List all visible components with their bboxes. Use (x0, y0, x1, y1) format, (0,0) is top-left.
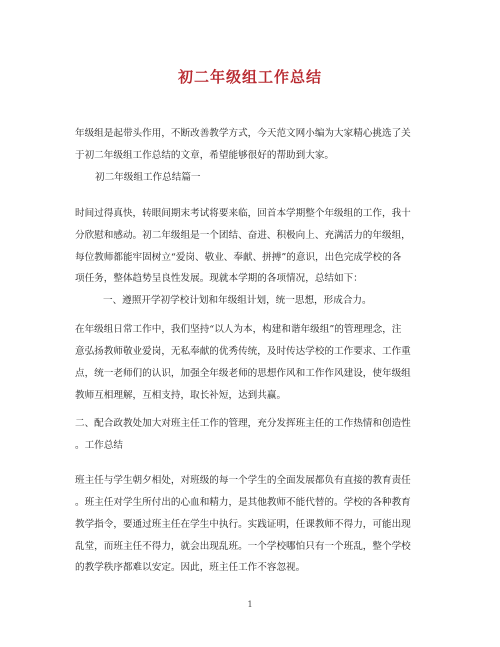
point2-line-1: 二、配合政教处加大对班主任工作的管理，充分发挥班主任的工作热情和创造性 (75, 418, 411, 429)
para3-line-4: 乱堂，而班主任不得力，就会出现乱班。一个学校哪怕只有一个班乱，整个学校 (75, 541, 411, 552)
document-title: 初二年级组工作总结 (177, 68, 322, 86)
para1-line-1: 时间过得真快，转眼间期末考试将要来临，回首本学期整个年级组的工作，我十 (75, 208, 411, 219)
para3-line-1: 班主任与学生朝夕相处，对班级的每一个学生的全面发展都负有直接的教育责任 (75, 475, 411, 486)
para2-line-4: 教师互相理解，互相支持，取长补短，达到共赢。 (75, 390, 287, 401)
para3-line-5: 的教学秩序都难以安定。因此，班主任工作不容忽视。 (75, 562, 306, 573)
para2-line-2: 意弘扬教师敬业爱岗，无私奉献的优秀传统，及时传达学校的工作要求、工作重 (75, 346, 411, 357)
intro-line-2: 于初二年级组工作总结的文章，希望能够很好的帮助到大家。 (75, 150, 335, 161)
para1-line-4: 项任务，整体趋势呈良性发展。现就本学期的各项情况，总结如下： (75, 273, 363, 284)
para1-line-2: 分欣慰和感动。初二年级组是一个团结、奋进、积极向上、充满活力的年级组， (75, 230, 411, 241)
point1-heading: 一、遵照开学初学校计划和年级组计划，统一思想，形成合力。 (103, 295, 372, 306)
section-heading: 初二年级组工作总结篇一 (95, 172, 201, 183)
para2-line-3: 点，统一老师们的认识，加强全年级老师的思想作风和工作作风建设，使年级组 (75, 368, 411, 379)
para3-line-2: 。班主任对学生所付出的心血和精力，是其他教师不能代替的。学校的各种教育 (75, 497, 411, 508)
point2-line-2: 。工作总结 (75, 440, 123, 451)
page-number: 1 (247, 600, 253, 609)
para3-line-3: 教学指令，要通过班主任在学生中执行。实践证明，任课教师不得力，可能出现 (75, 519, 411, 530)
intro-line-1: 年级组是起带头作用，不断改善教学方式，今天范文网小编为大家精心挑选了关 (75, 128, 411, 139)
para2-line-1: 在年级组日常工作中，我们坚持“以人为本，构建和谐年级组”的管理理念，注 (75, 324, 402, 335)
para1-line-3: 每位教师都能牢固树立“爱岗、敬业、奉献、拼搏”的意识，出色完成学校的各 (75, 252, 402, 263)
